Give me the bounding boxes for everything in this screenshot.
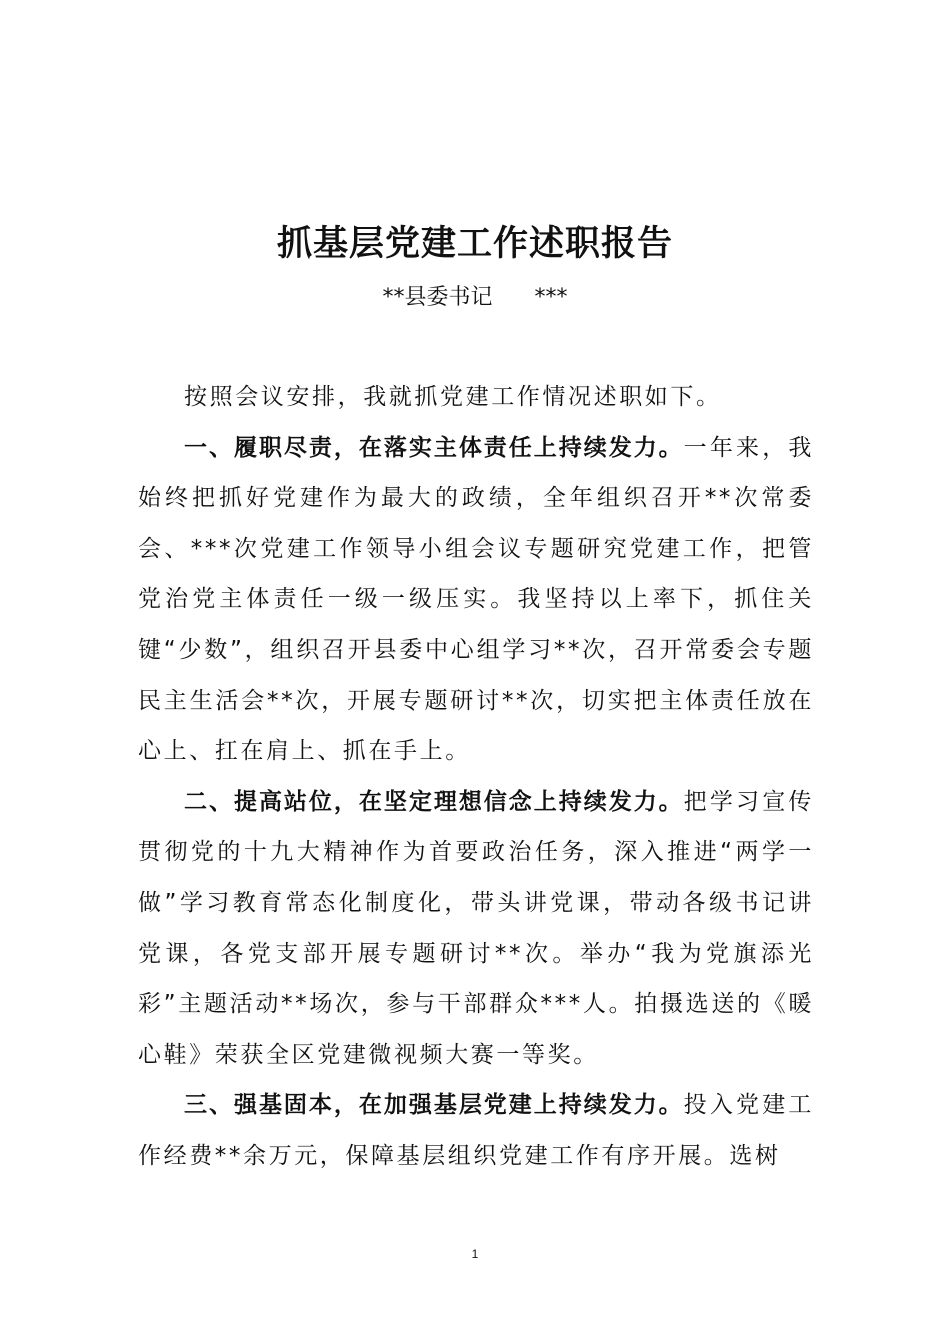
paragraph-section-3: [138, 1080, 814, 1181]
paragraph-intro-text: 按照会议安排，我就抓党建工作情况述职如下。: [184, 384, 722, 410]
document-title: 抓基层党建工作述职报告: [276, 223, 673, 264]
paragraph-section-2: [138, 777, 814, 1081]
section-1-heading: 一、履职尽责，在落实主体责任上持续发力。: [184, 434, 684, 461]
section-3-heading: 三、强基固本，在加强基层党建上持续发力。: [184, 1092, 684, 1119]
document-body: [138, 372, 814, 1182]
section-3-text: 投入党建工作经费**余万元，保障基层组织党建工作有序开展。选树: [138, 1092, 815, 1169]
document-subtitle: **县委书记 ***: [382, 285, 568, 310]
section-1-text: 一年来，我始终把抓好党建作为最大的政绩，全年组织召开**次常委会、***次党建工作领导小组会议专题研究党建工作，把管党治党主体责任一级一级压实。我坚持以上率下，抓住关键“少数”，组织召开县委中心组学习**次，召开常委会专题民主生活会**次，开展专题研讨**次，切实把主体责任放在心上、扛在肩上、抓在手上。: [138, 434, 815, 765]
paragraph-section-1: [138, 423, 814, 777]
page-number: 1: [471, 1247, 479, 1261]
section-2-heading: 二、提高站位，在坚定理想信念上持续发力。: [184, 788, 684, 815]
paragraph-intro: [138, 372, 814, 423]
section-2-text: 把学习宣传贯彻党的十九大精神作为首要政治任务，深入推进“两学一做”学习教育常态化制度化，带头讲党课，带动各级书记讲党课，各党支部开展专题研讨**次。举办“我为党旗添光彩”主题活动**场次，参与干部群众***人。拍摄选送的《暖心鞋》荣获全区党建微视频大赛一等奖。: [138, 788, 815, 1068]
